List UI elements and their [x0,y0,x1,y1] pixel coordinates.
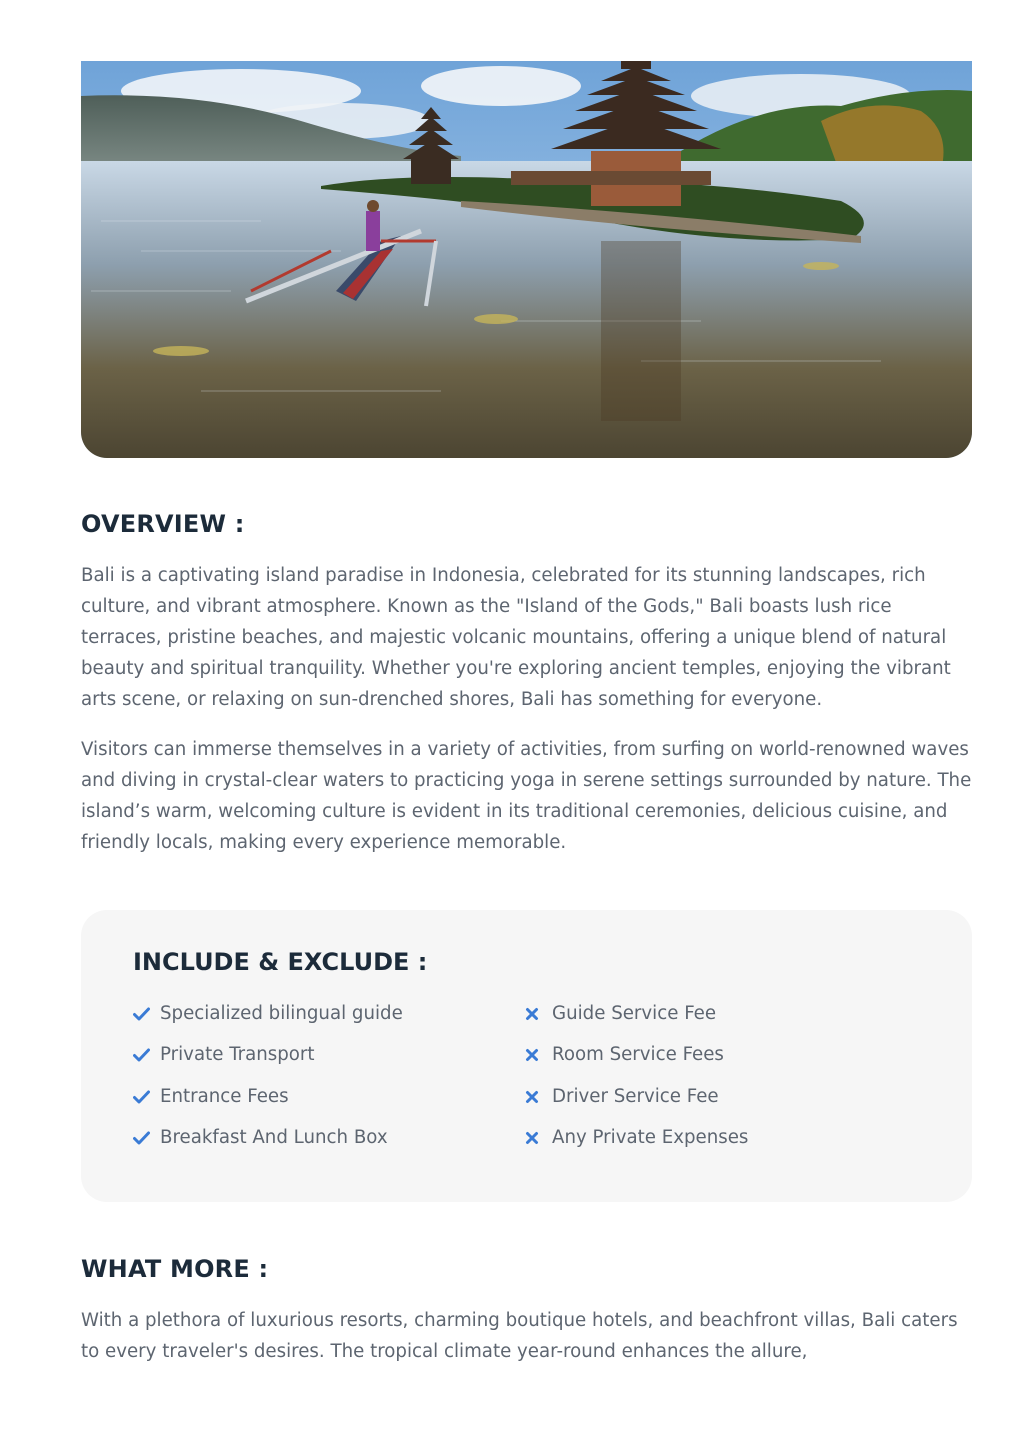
included-item [133,1123,403,1164]
excluded-item-label: Guide Service Fee [552,1003,717,1024]
excluded-item [525,999,748,1040]
include-exclude-title: INCLUDE & EXCLUDE : [133,948,428,976]
cross-icon [525,1123,543,1153]
included-item-label: Private Transport [160,1044,315,1066]
included-item [133,1082,403,1123]
what-more-paragraph: With a plethora of luxurious resorts, charming boutique hotels, and beachfront villas, Bali caters to every traveler's desires. The tropical climate year-round enhances the allure, [81,1310,958,1362]
cross-icon [525,1040,543,1070]
excluded-item [525,1040,748,1081]
excluded-item [525,1082,748,1123]
included-list [133,999,403,1164]
excluded-item-label: Driver Service Fee [552,1085,719,1107]
check-icon [133,1123,151,1153]
excluded-list [525,999,748,1164]
included-item [133,999,403,1040]
excluded-item [525,1123,748,1164]
cross-icon [525,1082,543,1112]
check-icon [133,1040,151,1070]
excluded-item-label: Any Private Expenses [552,1126,749,1148]
overview-title: OVERVIEW : [81,510,245,538]
hero-illustration [81,61,972,458]
hero-image [81,61,972,458]
overview-paragraph-2: Visitors can immerse themselves in a variety of activities, from surfing on world-renowned waves and diving in crystal-clear waters to practicing yoga in serene settings surrounded by nature. The island’s warm, welcoming culture is evident in its traditional ceremonies, delicious cuisine, and friendly locals, making every experience memorable. [81,739,972,853]
included-item [133,1040,403,1081]
excluded-item-label: Room Service Fees [552,1044,724,1066]
included-item-label: Specialized bilingual guide [160,1003,403,1024]
included-item-label: Breakfast And Lunch Box [160,1126,388,1148]
overview-paragraph-1: Bali is a captivating island paradise in Indonesia, celebrated for its stunning landscapes, rich culture, and vibrant atmosphere. Known as the "Island of the Gods," Bali boasts lush rice terraces, pristine beaches, and majestic volcanic mountains, offering a unique blend of natural beauty and spiritual tranquility. Whether you're exploring ancient temples, enjoying the vibrant arts scene, or relaxing on sun-drenched shores, Bali has something for everyone. [81,565,951,710]
included-item-label: Entrance Fees [160,1085,289,1107]
check-icon [133,999,151,1029]
check-icon [133,1082,151,1112]
what-more-title: WHAT MORE : [81,1255,269,1283]
include-exclude-box [81,910,972,1202]
cross-icon [525,999,543,1029]
